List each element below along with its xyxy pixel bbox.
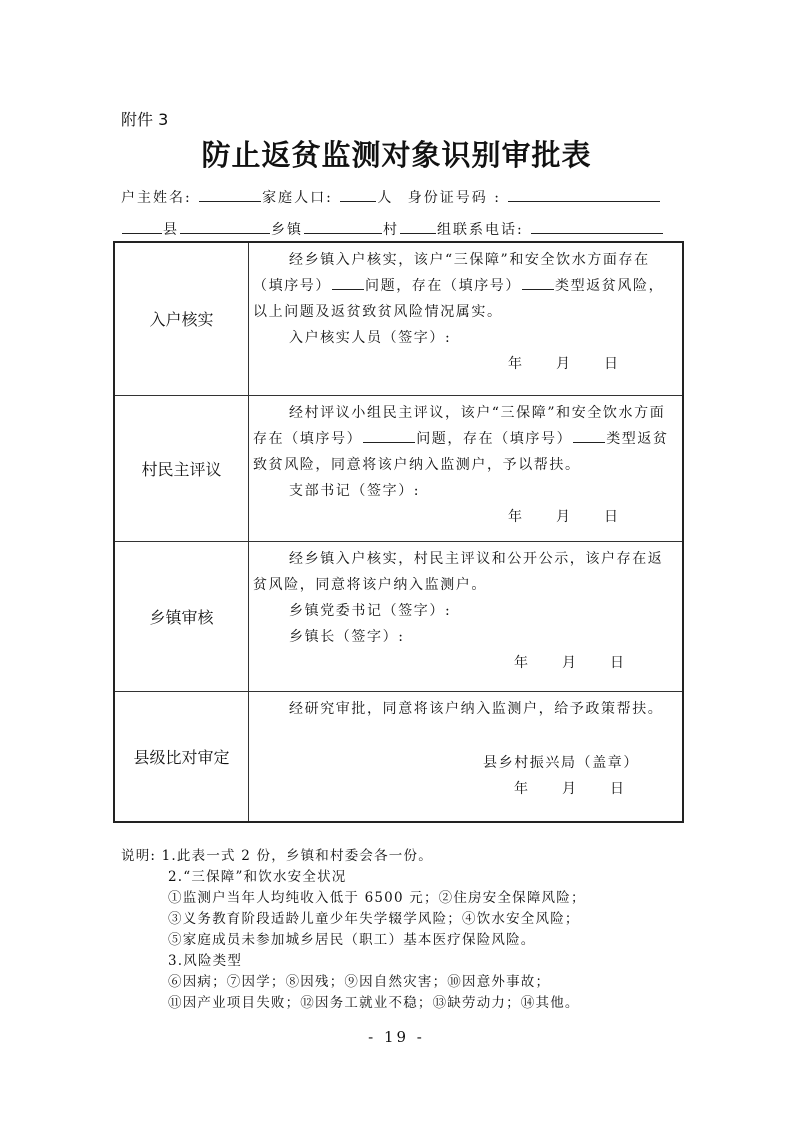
text-line: 存在（填序号） 问题，存在（填序号） 类型返贫 — [253, 426, 676, 452]
note-line: ①监测户当年人均纯收入低于 6500 元；②住房安全保障风险； — [168, 890, 586, 906]
id-label: 身份证号码 : — [407, 190, 501, 206]
family-size-field[interactable] — [340, 187, 376, 202]
village-field[interactable] — [304, 219, 382, 234]
note-line: ⑪因产业项目失败；⑫因务工就业不稳；⑬缺劳动力；⑭其他。 — [168, 995, 580, 1011]
signature-line: 入户核实人员（签字）: — [289, 330, 452, 346]
row-content — [249, 242, 684, 395]
group-phone-label: 组联系电话: — [437, 222, 524, 238]
table-row — [114, 541, 683, 691]
text-line: 经村评议小组民主评议，该户“三保障”和安全饮水方面 — [289, 404, 666, 421]
seal-line: 县乡村振兴局（盖章） — [483, 754, 639, 771]
householder-field[interactable] — [199, 187, 261, 202]
approval-table — [113, 241, 684, 823]
county-field[interactable] — [122, 219, 162, 234]
row-label: 县级比对审定 — [114, 691, 249, 822]
row-label: 乡镇审核 — [114, 541, 249, 691]
text-line: 致贫风险，同意将该户纳入监测户，予以帮扶。 — [253, 456, 581, 473]
text-line: 经乡镇入户核实，该户“三保障”和安全饮水方面存在 — [289, 252, 650, 268]
note-line: ③义务教育阶段适龄儿童少年失学辍学风险；④饮水安全风险； — [168, 911, 580, 927]
phone-field[interactable] — [531, 219, 663, 234]
village-label: 村 — [383, 222, 399, 238]
row-content — [249, 395, 684, 541]
risk-type-field[interactable] — [522, 275, 554, 290]
person-unit: 人 — [377, 190, 394, 206]
householder-label: 户主姓名: — [121, 190, 192, 206]
attachment-label: 附件 3 — [121, 110, 169, 129]
township-label: 乡镇 — [271, 222, 303, 238]
notes — [121, 846, 586, 1014]
county-label: 县 — [163, 222, 179, 238]
table-row — [114, 395, 683, 541]
text-line: 以上问题及返贫致贫风险情况属实。 — [253, 304, 503, 320]
text-line: （填序号） 问题，存在（填序号） 类型返贫风险， — [253, 273, 676, 299]
note-line: ⑥因病；⑦因学；⑧因残；⑨因自然灾害；⑩因意外事故； — [168, 974, 551, 990]
row-content — [249, 691, 684, 822]
note-line: 3.风险类型 — [168, 953, 243, 969]
family-size-label: 家庭人口: — [262, 190, 333, 206]
signature-line: 支部书记（签字）: — [289, 482, 421, 499]
table-row — [114, 691, 683, 822]
risk-type-field[interactable] — [573, 428, 605, 443]
header-line-2 — [121, 219, 664, 239]
row-label: 入户核实 — [114, 242, 249, 395]
date-line: 年 月 日 — [508, 508, 620, 525]
row-content — [249, 541, 684, 691]
signature-line: 乡镇长（签字）: — [289, 628, 405, 645]
table-row — [114, 242, 683, 395]
issue-field[interactable] — [332, 275, 364, 290]
text-line: 经研究审批，同意将该户纳入监测户，给予政策帮扶。 — [289, 700, 664, 717]
row-label: 村民主评议 — [114, 395, 249, 541]
note-line: 2.“三保障”和饮水安全状况 — [168, 869, 347, 885]
page-number: - 19 - — [368, 1028, 425, 1046]
page-title: 防止返贫监测对象识别审批表 — [201, 138, 592, 172]
signature-line: 乡镇党委书记（签字）: — [289, 602, 452, 619]
text-line: 经乡镇入户核实，村民主评议和公开公示，该户存在返 — [289, 550, 664, 567]
township-field[interactable] — [180, 219, 270, 234]
group-field[interactable] — [400, 219, 436, 234]
text-line: 贫风险，同意将该户纳入监测户。 — [253, 576, 487, 593]
note-line: 说明: 1.此表一式 2 份，乡镇和村委会各一份。 — [121, 848, 433, 864]
date-line: 年 月 日 — [514, 780, 626, 797]
note-line: ⑤家庭成员未参加城乡居民（职工）基本医疗保险风险。 — [168, 932, 536, 948]
date-line: 年 月 日 — [508, 356, 620, 372]
header-line-1 — [121, 187, 661, 207]
date-line: 年 月 日 — [514, 654, 626, 671]
issue-field[interactable] — [363, 428, 415, 443]
id-field[interactable] — [508, 187, 660, 202]
